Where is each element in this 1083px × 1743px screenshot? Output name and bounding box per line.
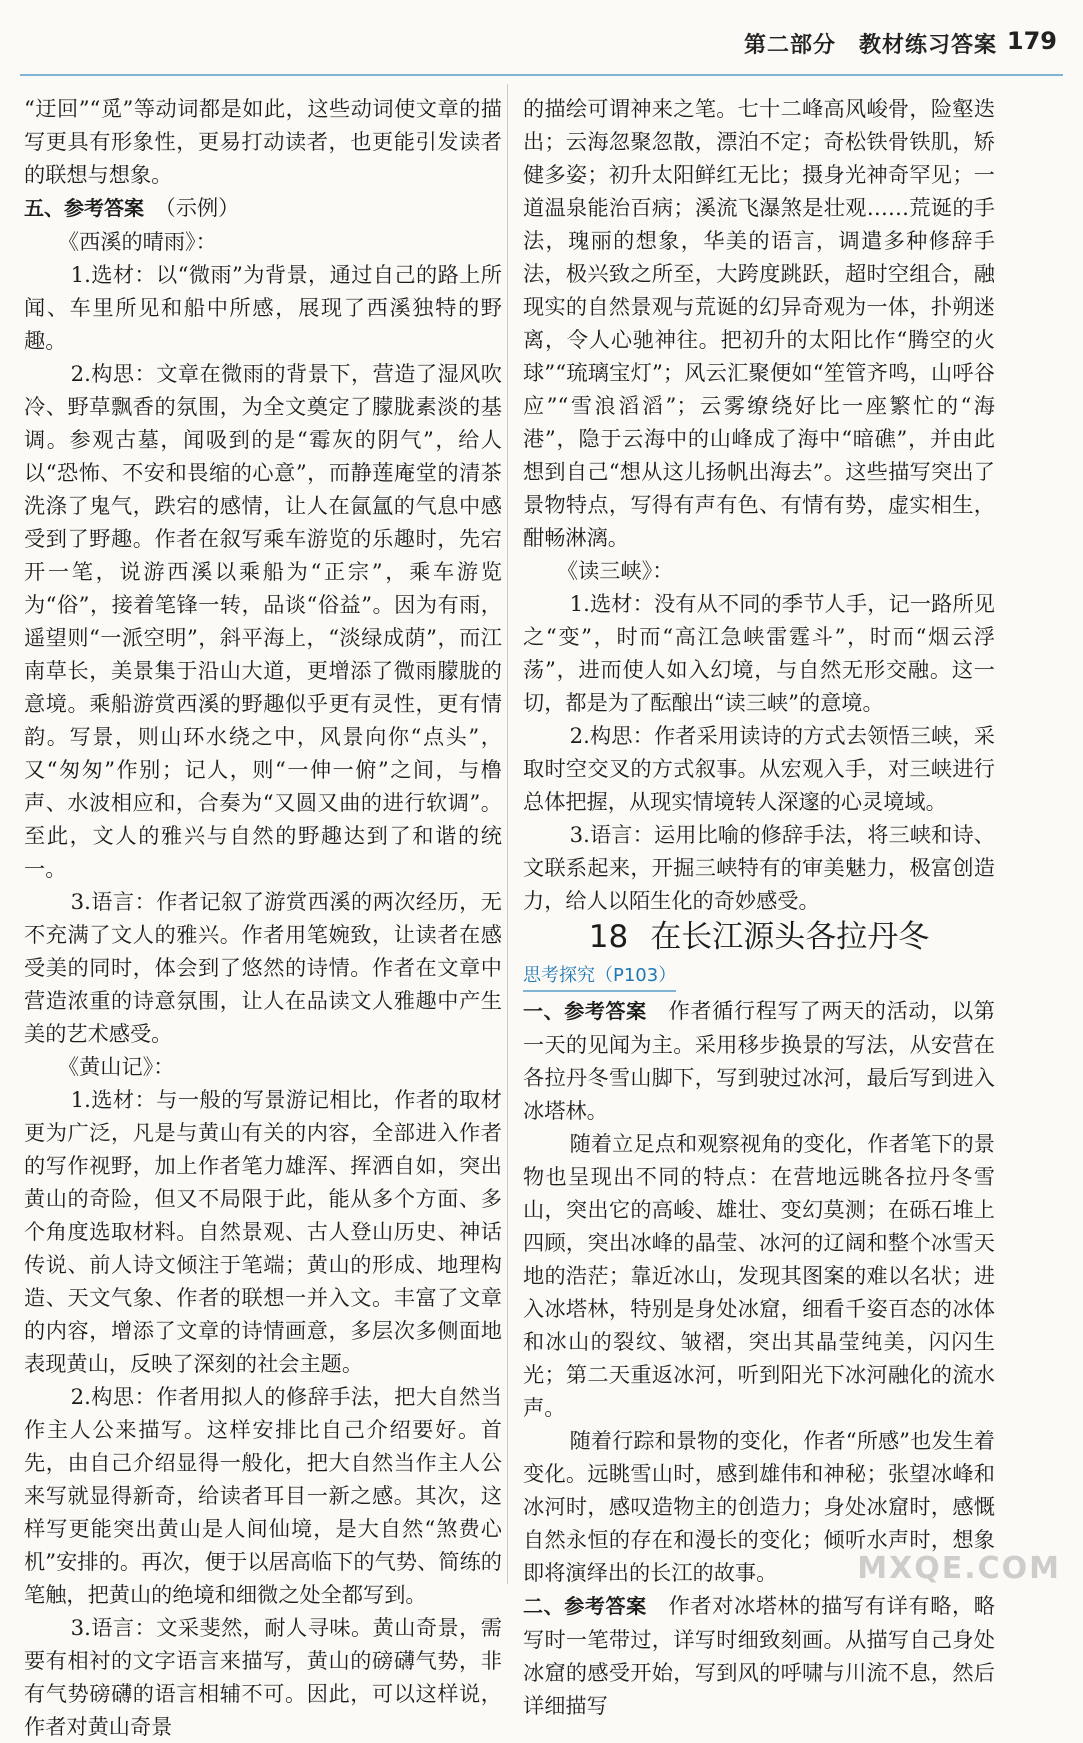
paragraph [523, 994, 995, 1127]
section-heading [24, 191, 502, 225]
paragraph: 1.选材：以“微雨”为背景，通过自己的路上所闻、车里所见和船中所感，展现了西溪独特的野趣。 [24, 262, 502, 353]
paragraph: 3.语言：运用比喻的修辞手法，将三峡和诗、文联系起来，开掘三峡特有的审美魅力，极富创造力，给人以陌生化的奇妙感受。 [523, 822, 995, 913]
chapter-title [523, 917, 995, 957]
answer-text: 作者循行程写了两天的活动，以第一天的见闻为主。采用移步换景的写法，从安营在各拉丹冬雪山脚下，写到驶过冰河，最后写到进入冰塔林。 [523, 998, 995, 1123]
watermark-logo: MXQE.COM [857, 1551, 1061, 1586]
paragraph: 随着行踪和景物的变化，作者“所感”也发生着变化。远眺雪山时，感到雄伟和神秘；张望冰峰和冰河时，感叹造物主的创造力；身处冰窟时，感慨自然永恒的存在和漫长的变化；倾听水声时，想象即将演绎出的长江的故事。 [523, 1428, 995, 1585]
page-header [0, 0, 1083, 74]
left-column [24, 92, 502, 1743]
paragraph: 2.构思：文章在微雨的背景下，营造了湿风吹冷、野草飘香的氛围，为全文奠定了朦胧素淡的基调。参观古墓，闻吸到的是“霉灰的阴气”，给人以“恐怖、不安和畏缩的心意”，而静莲庵堂的清茶洗涤了鬼气，跌宕的感情，让人在氤氲的气息中感受到了野趣。作者在叙写乘车游览的乐趣时，先宕开一笔，说游西溪以乘船为“正宗”，乘车游览为“俗”，接着笔锋一转，品谈“俗益”。因为有雨，遥望则“一派空明”，斜平海上，“淡绿成荫”，而江南草长，美景集于沿山大道，更增添了微雨朦胧的意境。乘船游赏西溪的野趣似乎更有灵性，更有情韵。写景，则山环水绕之中，风景向你“点头”，又“匆匆”作别；记人，则“一伸一俯”之间，与橹声、水波相应和，合奏为“又圆又曲的进行软调”。至此，文人的雅兴与自然的野趣达到了和谐的统一。 [24, 361, 502, 881]
right-column [523, 92, 995, 1722]
paragraph: 3.语言：文采斐然，耐人寻味。黄山奇景，需要有相衬的文字语言来描写，黄山的磅礴气势，非有气势磅礴的语言相辅不可。因此，可以这样说，作者对黄山奇景 [24, 1615, 502, 1739]
chapter-number: 18 [588, 919, 629, 955]
paragraph: 随着立足点和观察视角的变化，作者笔下的景物也呈现出不同的特点：在营地远眺各拉丹冬雪山，突出它的高峻、雄壮、变幻莫测；在砾石堆上四顾，突出冰峰的晶莹、冰河的辽阔和整个冰雪天地的浩茫；靠近冰山，发现其图案的难以名状；进入冰塔林，特别是身处冰窟，细看千姿百态的冰体和冰山的裂纹、皱褶，突出其晶莹纯美，闪闪生光；第二天重返冰河，听到阳光下冰河融化的流水声。 [523, 1131, 995, 1420]
essay-title: 《读三峡》： [556, 558, 674, 583]
header-rule [20, 74, 1063, 76]
paragraph: 1.选材：与一般的写景游记相比，作者的取材更为广泛，凡是与黄山有关的内容，全部进入作者的写作视野，加上作者笔力雄浑、挥洒自如，突出黄山的奇险，但又不局限于此，能从多个方面、多个角度选取材料。自然景观、古人登山历史、神话传说、前人诗文倾注于笔端；黄山的形成、地理构造、天文气象、作者的联想一并入文。丰富了文章的内容，增添了文章的诗情画意，多层次多侧面地表现黄山，反映了深刻的社会主题。 [24, 1087, 502, 1376]
page-number: 179 [1006, 27, 1057, 55]
essay-title: 《黄山记》： [57, 1054, 175, 1079]
answer-label: 一、参考答案 [523, 999, 647, 1023]
paragraph: 3.语言：作者记叙了游赏西溪的两次经历，无不充满了文人的雅兴。作者用笔婉致，让读者在感受美的同时，体会到了悠然的诗情。作者在文章中营造浓重的诗意氛围，让人在品读文人雅趣中产生美的艺术感受。 [24, 889, 502, 1046]
paragraph [523, 1589, 995, 1722]
chapter-name: 在长江源头各拉丹冬 [650, 919, 930, 955]
section-title: 第二部分 教材练习答案 [743, 33, 997, 58]
answer-label: 五、参考答案 [24, 196, 144, 220]
paragraph: “迂回”“觅”等动词都是如此，这些动词使文章的描写更具有形象性，更易打动读者，也更能引发读者的联想与想象。 [24, 96, 502, 187]
example-note: （示例） [165, 195, 240, 220]
essay-title: 《西溪的晴雨》： [57, 229, 217, 254]
answer-label: 二、参考答案 [523, 1594, 647, 1618]
column-divider [507, 84, 508, 1584]
paragraph: 2.构思：作者采用读诗的方式去领悟三峡，采取时空交叉的方式叙事。从宏观入手，对三峡进行总体把握，从现实情境转人深邃的心灵境域。 [523, 723, 995, 814]
paragraph: 2.构思：作者用拟人的修辞手法，把大自然当作主人公来描写。这样安排比自己介绍要好。首先，由自己介绍显得一般化，把大自然当作主人公来写就显得新奇，给读者耳目一新之感。其次，这样写更能突出黄山是人间仙境，是大自然“煞费心机”安排的。再次，便于以居高临下的气势、简练的笔触，把黄山的绝境和细微之处全都写到。 [24, 1384, 502, 1607]
subsection-heading: 思考探究（P103） [523, 962, 676, 992]
answer-text: 作者对冰塔林的描写有详有略，略写时一笔带过，详写时细致刻画。从描写自己身处冰窟的感受开始，写到风的呼啸与川流不息，然后详细描写 [523, 1593, 995, 1718]
paragraph: 1.选材：没有从不同的季节人手，记一路所见之“变”，时而“高江急峡雷霆斗”，时而“烟云浮荡”，进而使人如入幻境，与自然无形交融。这一切，都是为了酝酿出“读三峡”的意境。 [523, 591, 995, 715]
paragraph: 的描绘可谓神来之笔。七十二峰高风峻骨，险壑迭出；云海忽聚忽散，漂泊不定；奇松铁骨铁肌，矫健多姿；初升太阳鲜红无比；摄身光神奇罕见；一道温泉能治百病；溪流飞瀑煞是壮观……荒诞的手法，瑰丽的想象，华美的语言，调遣多种修辞手法，极兴致之所至，大跨度跳跃，超时空组合，融现实的自然景观与荒诞的幻异奇观为一体，扑朔迷离，令人心驰神往。把初升的太阳比作“腾空的火球”“琉璃宝灯”；风云汇聚便如“笙管齐鸣，山呼谷应”“雪浪滔滔”；云雾缭绕好比一座繁忙的“海港”，隐于云海中的山峰成了海中“暗礁”，并由此想到自己“想从这儿扬帆出海去”。这些描写突出了景物特点，写得有声有色、有情有势，虚实相生，酣畅淋漓。 [523, 96, 995, 550]
